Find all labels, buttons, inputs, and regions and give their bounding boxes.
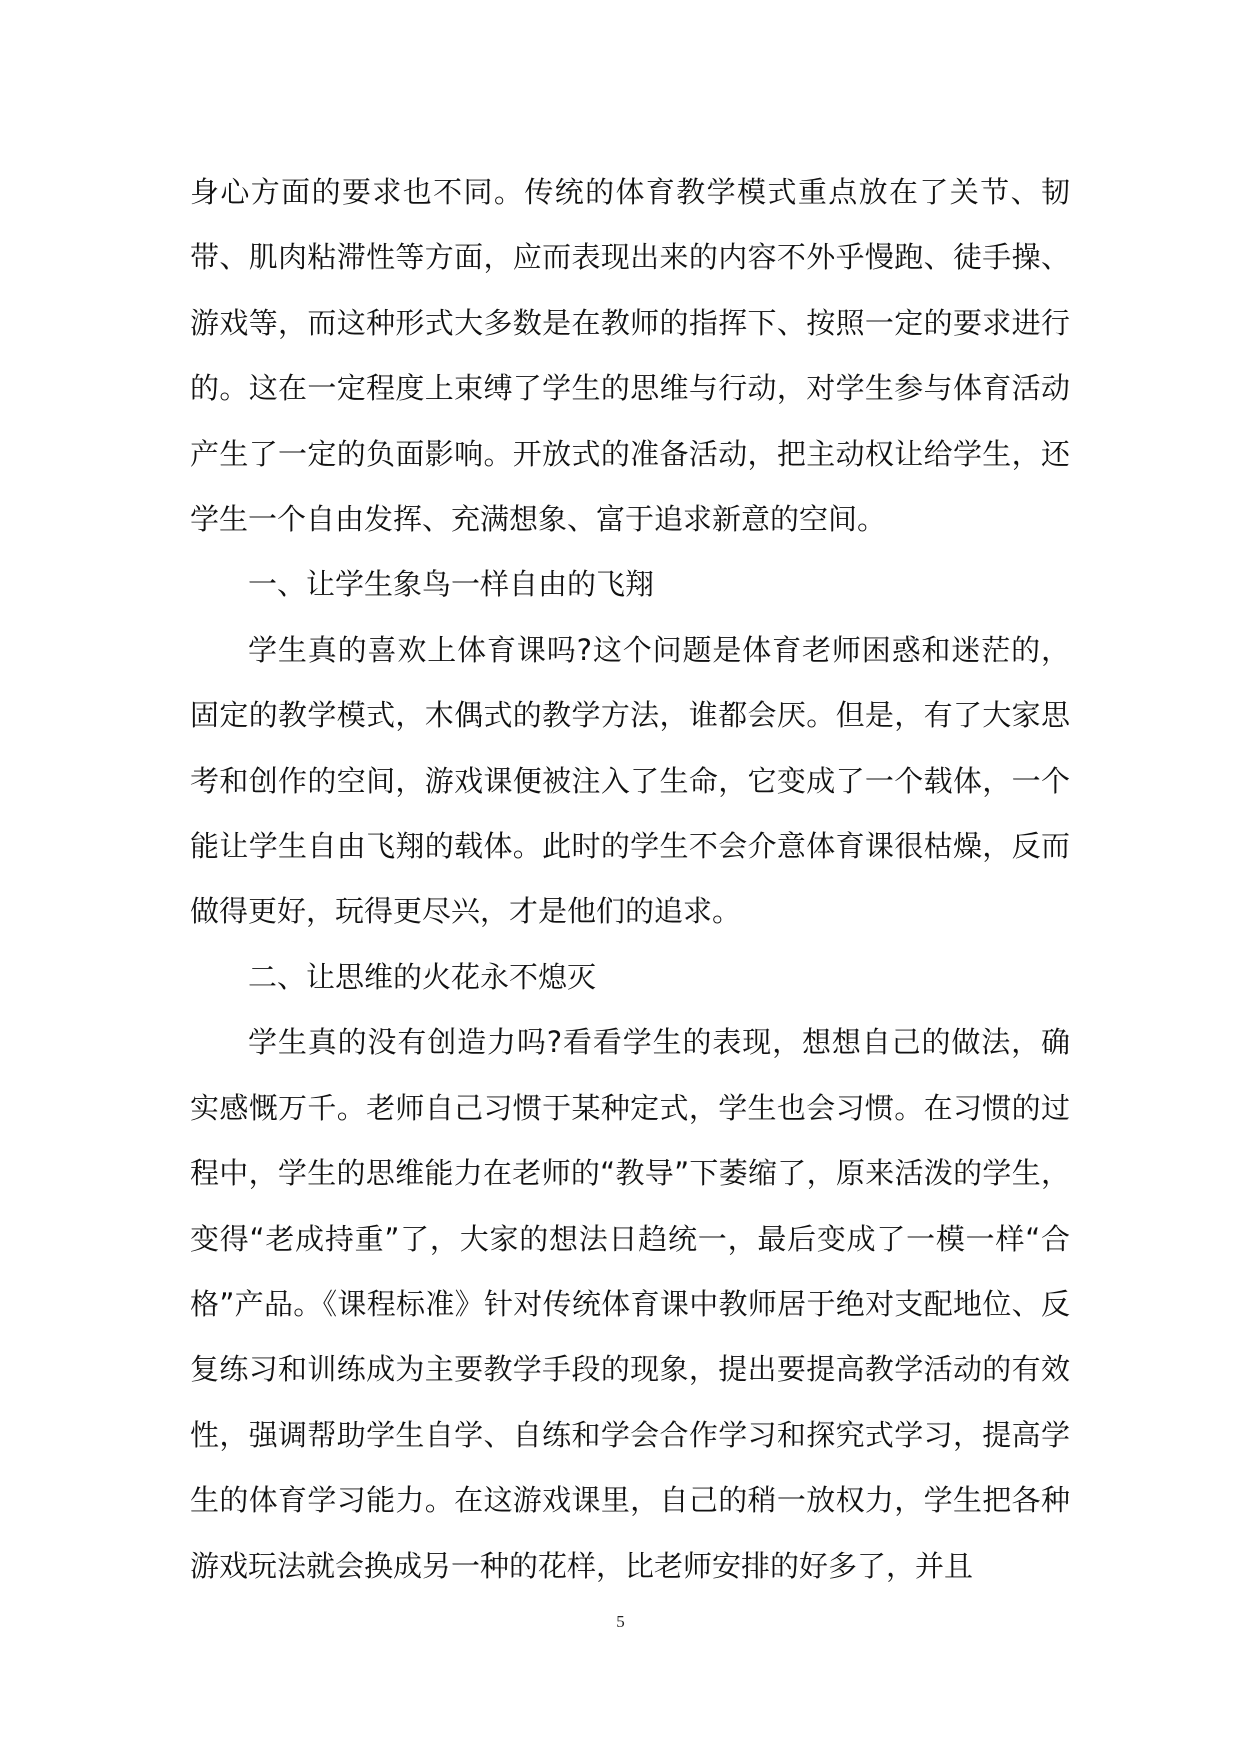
paragraph-section-2: 学生真的没有创造力吗?看看学生的表现，想想自己的做法，确实感慨万千。老师自己习惯于某种定式，学生也会习惯。在习惯的过程中，学生的思维能力在老师的“教导”下萎缩了，原来活泼的学生，变得“老成持重”了，大家的想法日趋统一，最后变成了一模一样“合格”产品。《课程标准》针对传统体育课中教师居于绝对支配地位、反复练习和训练成为主要教学手段的现象，提出要提高教学活动的有效性，强调帮助学生自学、自练和学会合作学习和探究式学习，提高学生的体育学习能力。在这游戏课里，自己的稍一放权力，学生把各种游戏玩法就会换成另一种的花样，比老师安排的好多了，并且 xyxy=(190,1025,1070,1583)
paragraph-continuation: 身心方面的要求也不同。传统的体育教学模式重点放在了关节、韧带、肌肉粘滞性等方面，应而表现出来的内容不外乎慢跑、徒手操、游戏等，而这种形式大多数是在教师的指挥下、按照一定的要求进行的。这在一定程度上束缚了学生的思维与行动，对学生参与体育活动产生了一定的负面影响。开放式的准备活动，把主动权让给学生，还学生一个自由发挥、充满想象、富于追求新意的空间。 xyxy=(190,175,1070,537)
section-heading-1: 一、让学生象鸟一样自由的飞翔 xyxy=(248,567,655,602)
page-number: 5 xyxy=(616,1612,625,1631)
paragraph-section-1: 学生真的喜欢上体育课吗?这个问题是体育老师困惑和迷茫的，固定的教学模式，木偶式的教学方法，谁都会厌。但是，有了大家思考和创作的空间，游戏课便被注入了生命，它变成了一个载体，一个能让学生自由飞翔的载体。此时的学生不会介意体育课很枯燥，反而做得更好，玩得更尽兴，才是他们的追求。 xyxy=(190,632,1070,929)
section-heading-2: 二、让思维的火花永不熄灭 xyxy=(248,959,597,994)
body-text xyxy=(190,160,1070,1599)
